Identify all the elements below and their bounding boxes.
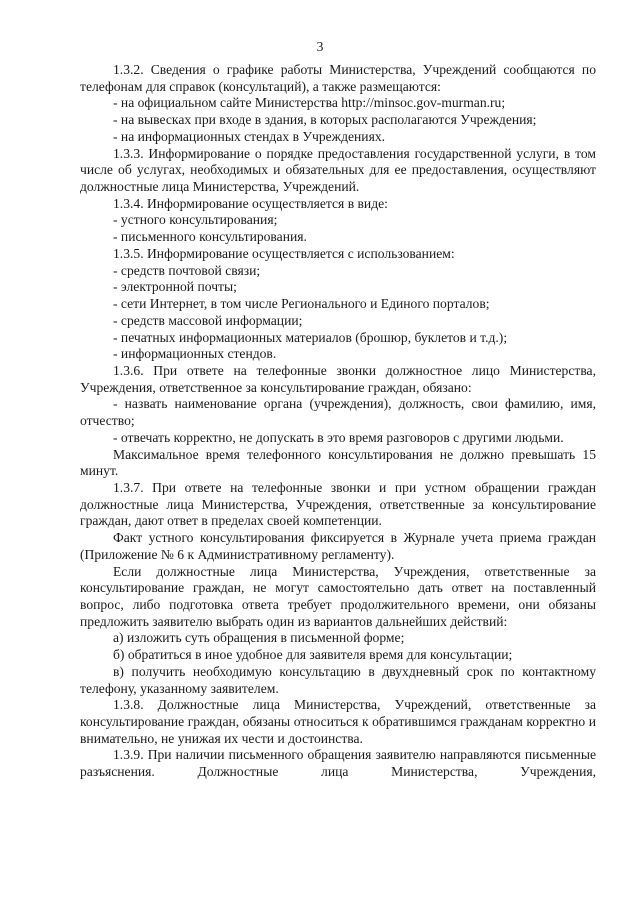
- paragraph: 1.3.6. При ответе на телефонные звонки должностное лицо Министерства, Учреждения, ответственное за консультирование граждан, обязано:: [80, 362, 596, 395]
- paragraph: Максимальное время телефонного консультирования не должно превышать 15 минут.: [80, 446, 596, 479]
- paragraph: Если должностные лица Министерства, Учреждения, ответственные за консультирование граждан, не могут самостоятельно дать ответ на поставленный вопрос, либо подготовка ответа требует продолжительного времени, они обязаны предложить заявителю выбрать один из вариантов дальнейших действий:: [80, 563, 596, 629]
- paragraph: б) обратиться в иное удобное для заявителя время для консультации;: [113, 647, 513, 663]
- paragraph: 1.3.4. Информирование осуществляется в виде:: [113, 195, 388, 211]
- paragraph: - на вывесках при входе в здания, в которых располагаются Учреждения;: [113, 112, 537, 128]
- document-body: [80, 62, 596, 781]
- paragraph: 1.3.8. Должностные лица Министерства, Учреждений, ответственные за консультирование граждан, обязаны относиться к обратившимся гражданам корректно и внимательно, не унижая их чести и достоинства.: [80, 697, 596, 746]
- paragraph: в) получить необходимую консультацию в двухдневный срок по контактному телефону, указанному заявителем.: [80, 663, 596, 696]
- paragraph: - назвать наименование органа (учреждения), должность, свои фамилию, имя, отчество;: [80, 396, 596, 429]
- paragraph: Факт устного консультирования фиксируется в Журнале учета приема граждан (Приложение № 6 к Административному регламенту).: [80, 530, 596, 562]
- page-number: 3: [316, 39, 324, 54]
- paragraph: 1.3.7. При ответе на телефонные звонки и при устном обращении граждан должностные лица Министерства, Учреждения, ответственные за консультирование граждан, дают ответ в пределах своей компетенции.: [80, 479, 596, 529]
- paragraph: - устного консультирования;: [113, 212, 278, 228]
- paragraph: 1.3.2. Сведения о графике работы Министерства, Учреждений сообщаются по телефонам для справок (консультаций), а также размещаются:: [80, 62, 596, 94]
- paragraph: - информационных стендов.: [113, 346, 277, 362]
- paragraph: - письменного консультирования.: [113, 229, 307, 245]
- paragraph: - электронной почты;: [113, 279, 237, 295]
- paragraph: - печатных информационных материалов (брошюр, буклетов и т.д.);: [113, 329, 508, 345]
- paragraph: - отвечать корректно, не допускать в это время разговоров с другими людьми.: [113, 429, 564, 445]
- paragraph: 1.3.5. Информирование осуществляется с использованием:: [113, 245, 455, 261]
- paragraph: - сети Интернет, в том числе Регионального и Единого порталов;: [113, 296, 490, 312]
- paragraph: - на информационных стендах в Учреждениях.: [113, 128, 386, 144]
- paragraph: 1.3.9. При наличии письменного обращения заявителю направляются письменные разъяснения. Должностные лица Министерства, Учреждения,: [80, 747, 596, 780]
- paragraph: - средств почтовой связи;: [113, 262, 261, 278]
- paragraph: - средств массовой информации;: [113, 312, 303, 328]
- paragraph: - на официальном сайте Министерства http://minsoc.gov-murman.ru;: [113, 95, 506, 111]
- paragraph: 1.3.3. Информирование о порядке предоставления государственной услуги, в том числе об услугах, необходимых и обязательных для ее предоставления, осуществляют должностные лица Министерства, Учреждений.: [80, 145, 596, 195]
- paragraph: а) изложить суть обращения в письменной форме;: [113, 630, 405, 646]
